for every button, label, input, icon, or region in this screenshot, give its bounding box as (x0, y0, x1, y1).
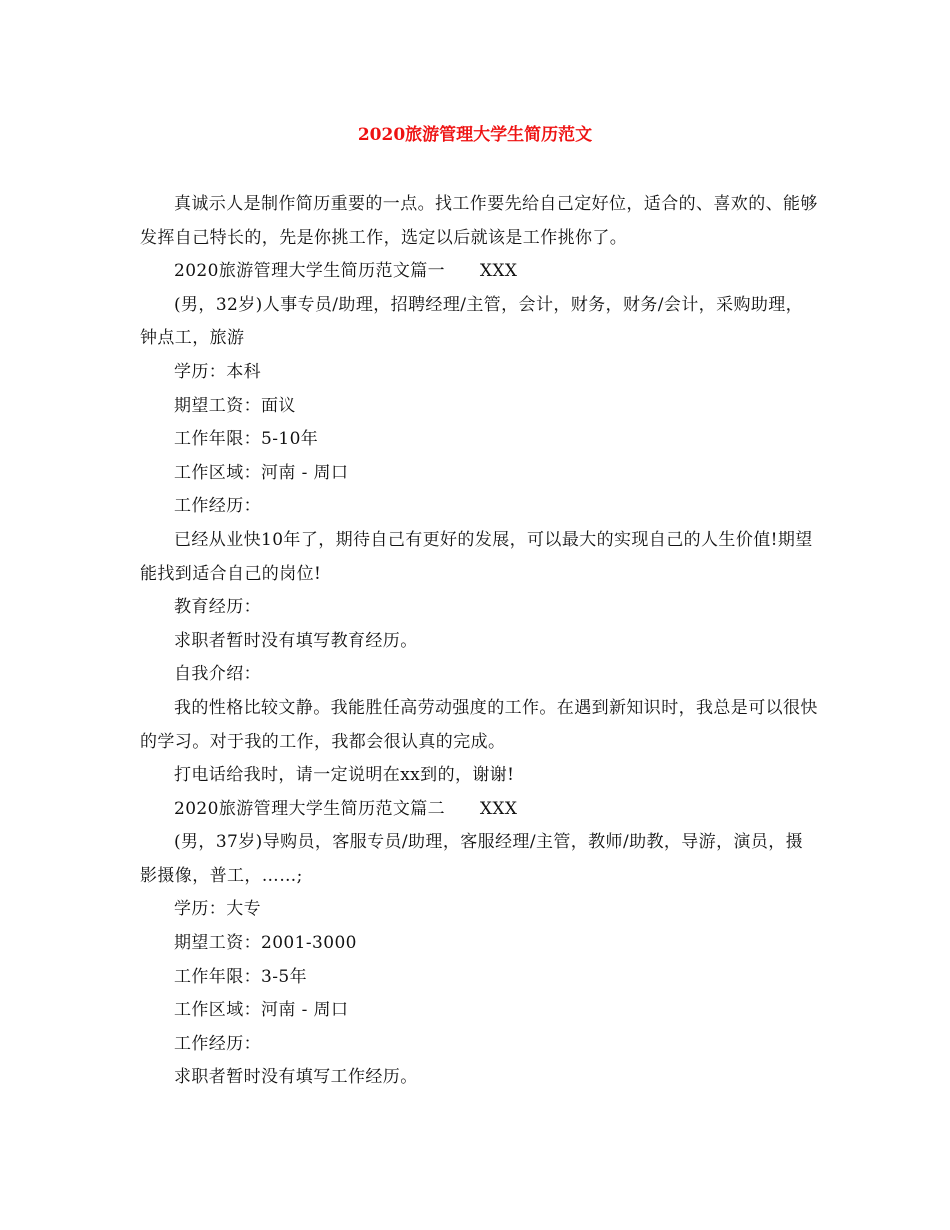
candidate-one-self-intro-label: 自我介绍： (174, 664, 261, 685)
candidate-one-work-years: 工作年限：5-10年 (174, 429, 319, 450)
candidate-one-education-level: 学历：本科 (174, 361, 261, 382)
candidate-one-education: 求职者暂时没有填写教育经历。 (174, 630, 418, 651)
candidate-two-expected-salary: 期望工资：2001-3000 (174, 933, 357, 954)
candidate-one-self-intro: 我的性格比较文静。我能胜任高劳动强度的工作。在遇到新知识时，我总是可以很快的学习。对于我的工作，我都会很认真的完成。 (140, 697, 818, 752)
candidate-one-work-area: 工作区域：河南 - 周口 (174, 462, 349, 483)
paragraph-intro: 真诚示人是制作简历重要的一点。找工作要先给自己定好位，适合的、喜欢的、能够发挥自己特长的，先是你挑工作，选定以后就该是工作挑你了。 (140, 194, 818, 248)
candidate-two-education-level: 学历：大专 (174, 899, 261, 920)
candidate-two-work-history: 求职者暂时没有填写工作经历。 (174, 1067, 418, 1088)
document-title: 2020旅游管理大学生简历范文 (357, 125, 593, 145)
section-heading-one: 2020旅游管理大学生简历范文篇一 XXX (174, 261, 518, 282)
candidate-two-work-years: 工作年限：3-5年 (174, 966, 307, 987)
candidate-one-summary: (男，32岁)人事专员/助理，招聘经理/主管，会计，财务，财务/会计，采购助理，钟点工，旅游 (140, 294, 804, 349)
candidate-two-work-area: 工作区域：河南 - 周口 (174, 1000, 349, 1021)
candidate-one-education-label: 教育经历： (174, 597, 261, 618)
candidate-one-work-history: 已经从业快10年了，期待自己有更好的发展，可以最大的实现自己的人生价值!期望能找到适合自己的岗位! (140, 529, 813, 584)
candidate-one-expected-salary: 期望工资：面议 (174, 395, 296, 416)
candidate-two-summary: (男，37岁)导购员，客服专员/助理，客服经理/主管，教师/助教，导游，演员，摄影摄像，普工，……; (140, 832, 804, 886)
candidate-two-work-history-label: 工作经历： (174, 1033, 261, 1054)
candidate-one-contact-note: 打电话给我时，请一定说明在xx到的，谢谢! (174, 765, 515, 786)
candidate-one-work-history-label: 工作经历： (174, 496, 261, 517)
section-heading-two: 2020旅游管理大学生简历范文篇二 XXX (174, 798, 518, 819)
document-body (140, 188, 820, 1095)
